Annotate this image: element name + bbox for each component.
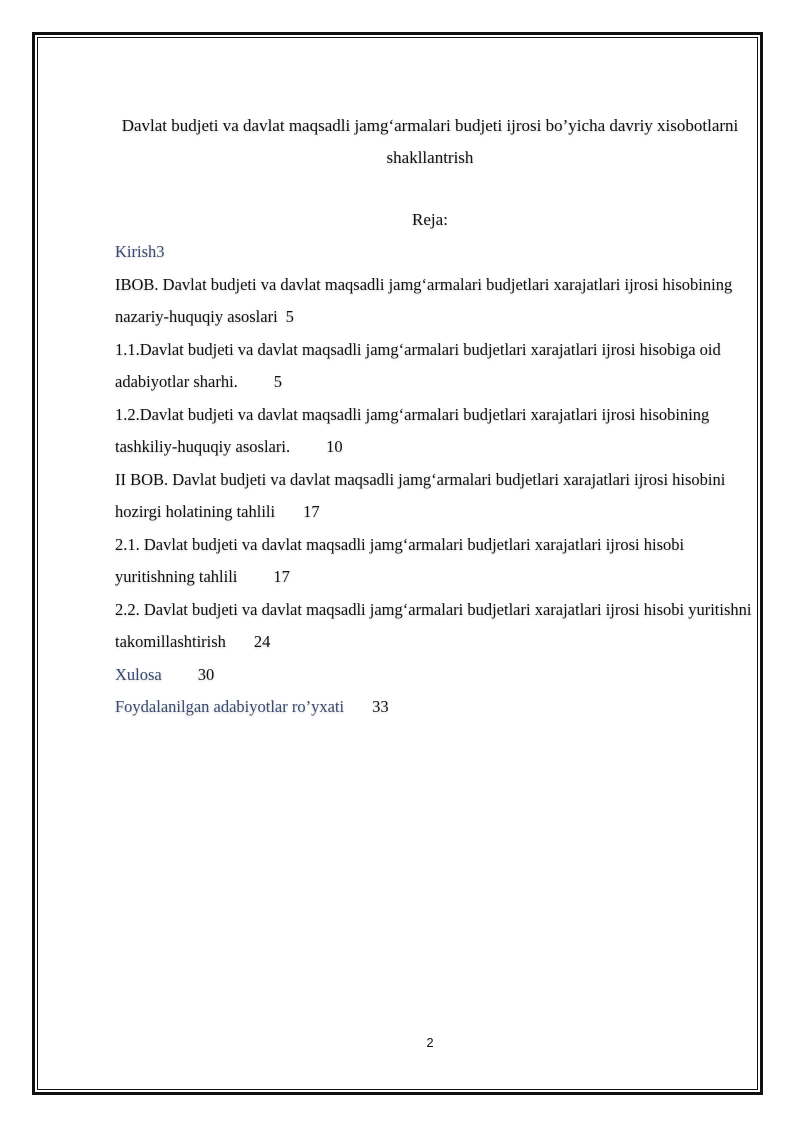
plan-heading: Reja: [412,210,448,229]
toc-entry-page: 24 [253,632,271,651]
page-number: 2 [426,1035,434,1050]
toc-entry-text: Kirish [115,242,157,261]
toc-entry-references[interactable] [115,691,755,724]
toc-entry-section-2-2[interactable] [115,594,755,659]
toc-entry-introduction[interactable] [115,236,755,269]
toc-entry-page: 10 [326,437,343,456]
toc-entry-text: 1.1.Davlat budjeti va davlat maqsadli jamg‘armalari budjetlari xarajatlari ijrosi hisobiga oid adabiyotlar sharhi. [115,339,721,391]
document-title: Davlat budjeti va davlat maqsadli jamg‘armalari budjeti ijrosi bo’yicha davriy xisobotlarni shakllantrish [121,116,739,167]
toc-entry-text: Foydalanilgan adabiyotlar ro’yxati [115,697,345,716]
toc-entry-page: 17 [303,502,320,521]
toc-entry-text: 1.2.Davlat budjeti va davlat maqsadli jamg‘armalari budjetlari xarajatlari ijrosi hisobining tashkiliy-huquqiy asoslari. [115,404,710,456]
toc-entry-chapter-1[interactable] [115,269,755,334]
toc-entry-section-1-1[interactable] [115,334,755,399]
toc-entry-chapter-2[interactable] [115,464,755,529]
toc-entry-conclusion[interactable] [115,659,755,692]
toc-entry-page: 5 [273,372,283,391]
toc-entry-text: 2.2. Davlat budjeti va davlat maqsadli jamg‘armalari budjetlari xarajatlari ijrosi hisobi yuritishni takomillashtirish [115,599,752,651]
toc-entry-page: 3 [156,242,165,261]
toc-entry-page: 5 [285,307,294,326]
toc-entry-page: 17 [273,567,290,586]
toc-entry-text: IBOB. Davlat budjeti va davlat maqsadli jamg‘armalari budjetlari xarajatlari ijrosi hisobining nazariy-huquqiy asoslari [115,274,733,326]
toc-entry-text: 2.1. Davlat budjeti va davlat maqsadli jamg‘armalari budjetlari xarajatlari ijrosi hisobi yuritishning tahlili [115,534,685,586]
toc-entry-text: Xulosa [115,664,162,684]
toc-entry-page: 30 [197,664,215,684]
toc-entry-section-1-2[interactable] [115,399,755,464]
toc-entry-text: II BOB. Davlat budjeti va davlat maqsadli jamg‘armalari budjetlari xarajatlari ijrosi hisobini hozirgi holatining tahlili [115,469,726,521]
toc-entry-page: 33 [372,697,389,716]
table-of-contents [115,236,755,724]
toc-entry-section-2-1[interactable] [115,529,755,594]
